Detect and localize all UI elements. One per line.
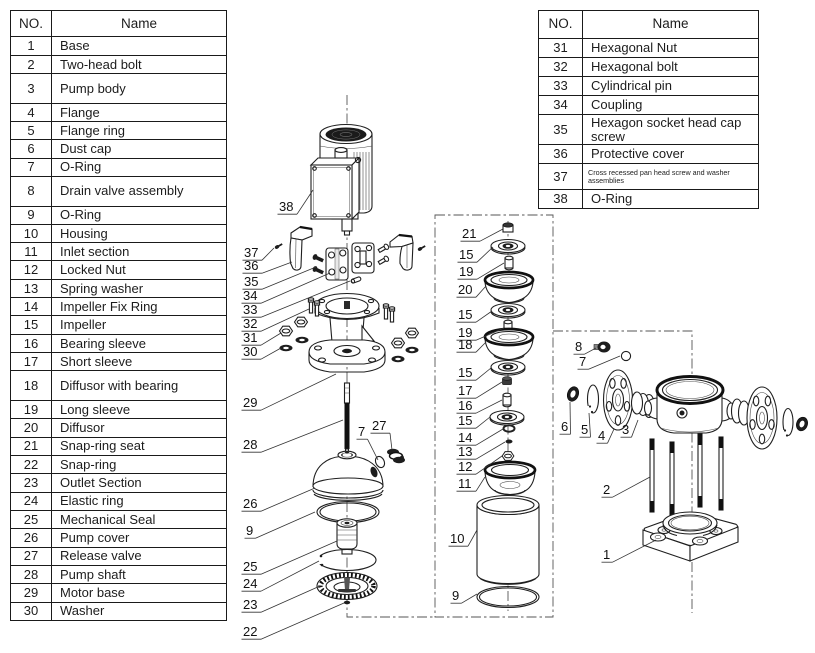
- table-row: [11, 455, 227, 473]
- callout-21: [461, 226, 504, 241]
- table-row: [11, 298, 227, 316]
- svg-text:27: 27: [372, 418, 387, 433]
- svg-text:7: 7: [358, 424, 366, 439]
- part-number: 17: [11, 353, 52, 371]
- flange-ring-right: [781, 409, 793, 438]
- svg-text:6: 6: [561, 419, 569, 434]
- part-name: Outlet Section: [52, 474, 227, 492]
- part-name: O-Ring: [52, 158, 227, 176]
- part-number: 10: [11, 224, 52, 242]
- svg-text:12: 12: [458, 459, 473, 474]
- part-number: 8: [11, 176, 52, 206]
- part-name: Mechanical Seal: [52, 510, 227, 528]
- part-name: Cylindrical pin: [583, 77, 759, 96]
- o-ring-7-right: [621, 351, 630, 360]
- part-number: 20: [11, 419, 52, 437]
- table-row: [11, 437, 227, 455]
- svg-text:13: 13: [458, 444, 473, 459]
- part-name: Release valve: [52, 547, 227, 565]
- parts-table-right: [538, 10, 759, 209]
- callout-15: [457, 307, 493, 322]
- part-name: Coupling: [583, 96, 759, 115]
- impeller-fix-ring: [504, 425, 515, 431]
- callout-9: [451, 588, 478, 603]
- svg-text:37: 37: [244, 245, 259, 260]
- part-name: Bearing sleeve: [52, 334, 227, 352]
- part-number: 27: [11, 547, 52, 565]
- svg-text:19: 19: [459, 264, 474, 279]
- part-number: 21: [11, 437, 52, 455]
- callout-3: [621, 420, 639, 437]
- svg-text:31: 31: [243, 330, 258, 345]
- svg-text:25: 25: [243, 559, 258, 574]
- part-name: Housing: [52, 224, 227, 242]
- callout-7: [578, 354, 621, 369]
- part-name: Base: [52, 37, 227, 55]
- coupling-half-right: [352, 243, 374, 273]
- svg-text:14: 14: [458, 430, 473, 445]
- table-row: [11, 492, 227, 510]
- part-name: Spring washer: [52, 279, 227, 297]
- svg-text:10: 10: [450, 531, 465, 546]
- part-name: Long sleeve: [52, 400, 227, 418]
- table-row: [11, 279, 227, 297]
- part-name: Snap-ring seat: [52, 437, 227, 455]
- table-row: [11, 565, 227, 583]
- col-header-no: NO.: [539, 11, 583, 39]
- part-name: Washer: [52, 602, 227, 620]
- motor: [311, 125, 372, 236]
- callout-16: [457, 398, 503, 413]
- part-name: Hexagonal bolt: [583, 58, 759, 77]
- part-name: Cross recessed pan head screw and washer assemblies: [583, 164, 759, 190]
- part-number: 19: [11, 400, 52, 418]
- part-name: Flange ring: [52, 121, 227, 139]
- release-valve: [387, 449, 405, 463]
- spring-washer: [506, 440, 513, 444]
- part-number: 6: [11, 140, 52, 158]
- svg-text:29: 29: [243, 395, 258, 410]
- callout-9: [245, 512, 316, 538]
- svg-text:21: 21: [462, 226, 477, 241]
- svg-text:30: 30: [243, 344, 258, 359]
- part-name: Impeller: [52, 316, 227, 334]
- table-row: [11, 584, 227, 602]
- callout-25: [242, 541, 338, 574]
- part-name: Diffusor: [52, 419, 227, 437]
- part-number: 13: [11, 279, 52, 297]
- part-name: Impeller Fix Ring: [52, 298, 227, 316]
- coupling-half-left: [326, 248, 348, 280]
- callout-10: [449, 530, 478, 546]
- flange-left: [604, 370, 633, 430]
- stage-stack: [477, 223, 539, 608]
- callout-15: [458, 247, 494, 262]
- table-row: [11, 55, 227, 73]
- svg-text:24: 24: [243, 576, 258, 591]
- svg-text:4: 4: [598, 428, 606, 443]
- base: [643, 512, 738, 561]
- callout-28: [242, 420, 344, 452]
- part-name: Elastic ring: [52, 492, 227, 510]
- fan-grill: [326, 128, 367, 142]
- svg-text:15: 15: [458, 307, 473, 322]
- callout-layer: [242, 190, 657, 639]
- svg-text:35: 35: [244, 274, 259, 289]
- part-number: 33: [539, 77, 583, 96]
- svg-text:9: 9: [452, 588, 460, 603]
- svg-text:16: 16: [458, 398, 473, 413]
- part-number: 26: [11, 529, 52, 547]
- callout-27: [371, 418, 393, 450]
- callout-14: [457, 429, 504, 445]
- svg-text:8: 8: [575, 339, 583, 354]
- table-row: [539, 77, 759, 96]
- part-number: 9: [11, 206, 52, 224]
- table-row: [11, 547, 227, 565]
- part-number: 11: [11, 243, 52, 261]
- table-row: [11, 602, 227, 620]
- part-number: 37: [539, 164, 583, 190]
- part-number: 14: [11, 298, 52, 316]
- housing: [477, 496, 539, 585]
- svg-text:34: 34: [243, 288, 258, 303]
- svg-text:15: 15: [458, 365, 473, 380]
- svg-text:33: 33: [243, 302, 258, 317]
- col-header-no: NO.: [11, 11, 52, 37]
- drain-valve-assembly: [594, 342, 611, 353]
- part-name: O-Ring: [583, 190, 759, 209]
- pan-head-screw-left: [274, 243, 283, 250]
- part-name: Locked Nut: [52, 261, 227, 279]
- dust-cap-left: [565, 385, 580, 403]
- part-name: Drain valve assembly: [52, 176, 227, 206]
- callout-2: [602, 477, 651, 497]
- svg-text:1: 1: [603, 547, 611, 562]
- table-row: [11, 419, 227, 437]
- callout-20: [457, 282, 487, 297]
- svg-text:15: 15: [459, 247, 474, 262]
- table-row: [11, 353, 227, 371]
- callout-17: [457, 382, 503, 398]
- pump-cover: [313, 451, 383, 500]
- table-row: [11, 510, 227, 528]
- part-number: 18: [11, 371, 52, 401]
- part-number: 7: [11, 158, 52, 176]
- callout-26: [242, 488, 316, 511]
- table-row: [539, 145, 759, 164]
- protective-cover-left: [290, 227, 312, 270]
- svg-text:19: 19: [458, 325, 473, 340]
- svg-text:38: 38: [279, 199, 294, 214]
- col-header-name: Name: [583, 11, 759, 39]
- part-number: 31: [539, 39, 583, 58]
- dust-cap-right: [794, 416, 809, 433]
- part-number: 2: [11, 55, 52, 73]
- table-row: [11, 474, 227, 492]
- svg-text:23: 23: [243, 597, 258, 612]
- coupling: [312, 243, 390, 284]
- table-row: [11, 261, 227, 279]
- part-number: 34: [539, 96, 583, 115]
- callout-8: [574, 339, 597, 354]
- col-header-name: Name: [52, 11, 227, 37]
- part-name: O-Ring: [52, 206, 227, 224]
- svg-text:36: 36: [244, 258, 259, 273]
- mechanical-seal: [337, 519, 357, 554]
- part-number: 38: [539, 190, 583, 209]
- part-name: Pump shaft: [52, 565, 227, 583]
- part-number: 30: [11, 602, 52, 620]
- callout-6: [560, 402, 571, 434]
- flange-right: [747, 387, 777, 449]
- part-name: Snap-ring: [52, 455, 227, 473]
- table-row: [539, 58, 759, 77]
- short-sleeve: [503, 377, 512, 385]
- callout-29: [242, 374, 337, 410]
- part-name: Hexagonal Nut: [583, 39, 759, 58]
- table-row: [539, 96, 759, 115]
- table-row: [539, 164, 759, 190]
- outlet-section: [317, 573, 377, 600]
- two-head-bolts: [650, 434, 723, 515]
- part-number: 25: [11, 510, 52, 528]
- snap-ring-seat: [503, 223, 513, 232]
- part-number: 32: [539, 58, 583, 77]
- inlet-section: [485, 462, 535, 495]
- protective-cover-right: [390, 235, 413, 270]
- motor-base: [309, 294, 385, 373]
- callout-4: [597, 428, 615, 443]
- table-row: [11, 206, 227, 224]
- table-row: [11, 371, 227, 401]
- part-number: 1: [11, 37, 52, 55]
- part-number: 24: [11, 492, 52, 510]
- svg-text:9: 9: [246, 523, 254, 538]
- part-number: 35: [539, 115, 583, 145]
- pump-shaft: [345, 383, 350, 458]
- table-row: [11, 400, 227, 418]
- part-name: Diffusor with bearing: [52, 371, 227, 401]
- callout-31: [242, 330, 282, 345]
- part-name: Short sleeve: [52, 353, 227, 371]
- table-row: [11, 243, 227, 261]
- snap-ring: [344, 601, 350, 605]
- table-row: [11, 121, 227, 139]
- svg-text:32: 32: [243, 316, 258, 331]
- table-row: [11, 224, 227, 242]
- table-row: [11, 158, 227, 176]
- svg-text:11: 11: [458, 476, 472, 491]
- parts-table-left: [10, 10, 227, 621]
- svg-text:2: 2: [603, 482, 611, 497]
- svg-text:28: 28: [243, 437, 258, 452]
- part-number: 23: [11, 474, 52, 492]
- part-name: Hexagon socket head cap screw: [583, 115, 759, 145]
- svg-text:15: 15: [458, 413, 473, 428]
- part-number: 29: [11, 584, 52, 602]
- table-row: [11, 529, 227, 547]
- callout-38: [278, 190, 314, 214]
- pan-head-screw-right: [417, 245, 426, 252]
- part-name: Pump body: [52, 74, 227, 104]
- svg-text:20: 20: [458, 282, 473, 297]
- callout-13: [457, 442, 506, 459]
- table-row: [539, 115, 759, 145]
- flange-ring-left: [586, 385, 599, 413]
- part-number: 5: [11, 121, 52, 139]
- callout-15: [457, 413, 491, 428]
- table-row: [11, 316, 227, 334]
- callout-5: [580, 413, 591, 437]
- part-name: Dust cap: [52, 140, 227, 158]
- terminal-box: [311, 148, 359, 219]
- svg-text:3: 3: [622, 422, 630, 437]
- part-number: 15: [11, 316, 52, 334]
- part-number: 3: [11, 74, 52, 104]
- part-number: 16: [11, 334, 52, 352]
- part-name: Flange: [52, 103, 227, 121]
- svg-text:5: 5: [581, 422, 589, 437]
- part-number: 36: [539, 145, 583, 164]
- svg-text:7: 7: [579, 354, 587, 369]
- part-name: Motor base: [52, 584, 227, 602]
- part-name: Pump cover: [52, 529, 227, 547]
- svg-text:17: 17: [458, 383, 473, 398]
- callout-36: [243, 258, 293, 273]
- part-name: Two-head bolt: [52, 55, 227, 73]
- part-number: 4: [11, 103, 52, 121]
- table-row: [539, 39, 759, 58]
- callout-11: [457, 476, 486, 491]
- table-row: [11, 334, 227, 352]
- callout-30: [242, 344, 282, 359]
- svg-text:26: 26: [243, 496, 258, 511]
- svg-text:22: 22: [243, 624, 258, 639]
- table-row: [11, 74, 227, 104]
- svg-text:18: 18: [458, 337, 473, 352]
- table-row: [11, 176, 227, 206]
- part-name: Protective cover: [583, 145, 759, 164]
- callout-18: [457, 337, 487, 352]
- pump-body: [645, 377, 736, 434]
- cylindrical-pin: [351, 276, 362, 283]
- table-row: [11, 37, 227, 55]
- part-number: 28: [11, 565, 52, 583]
- part-number: 12: [11, 261, 52, 279]
- table-row: [11, 140, 227, 158]
- table-row: [539, 190, 759, 209]
- part-name: Inlet section: [52, 243, 227, 261]
- part-number: 22: [11, 455, 52, 473]
- callout-15: [457, 365, 492, 380]
- table-row: [11, 103, 227, 121]
